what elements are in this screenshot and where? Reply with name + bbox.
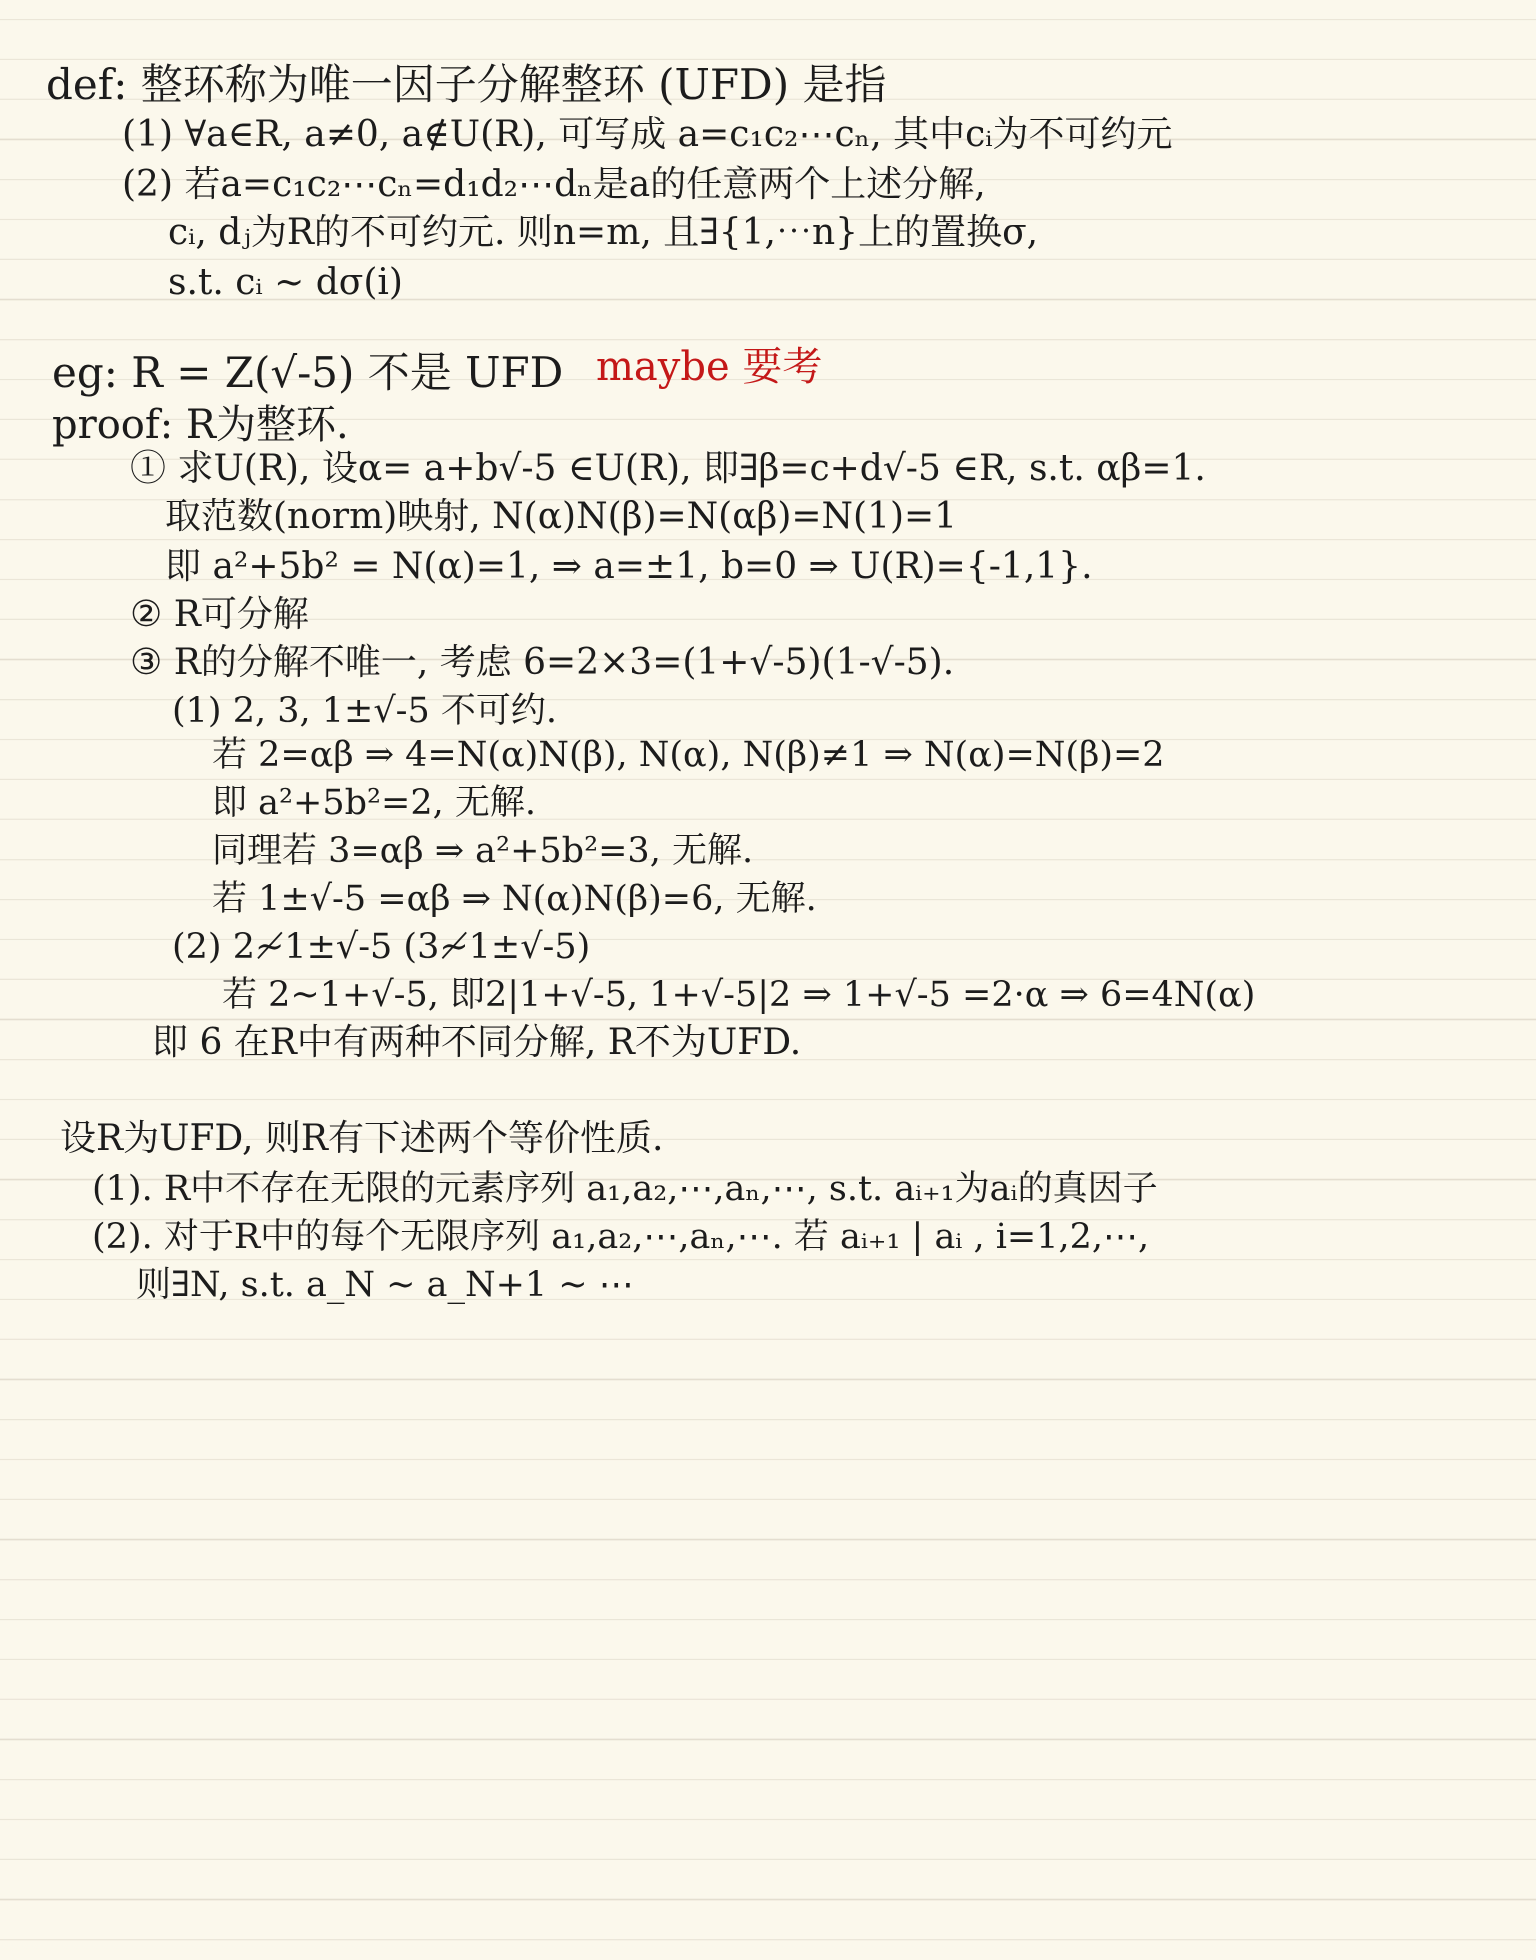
definition-item-2-line-1: (2) 若a=c₁c₂⋯cₙ=d₁d₂⋯dₙ是a的任意两个上述分解,: [122, 164, 986, 205]
definition-title: def: 整环称为唯一因子分解整环 (UFD) 是指: [46, 60, 887, 109]
step-1-line-3: 即 a²+5b² = N(α)=1, ⇒ a=±1, b=0 ⇒ U(R)={-1,1}.: [165, 546, 1093, 587]
proof-title: proof: R为整环.: [52, 402, 349, 448]
property-item-2-line-1: (2). 对于R中的每个无限序列 a₁,a₂,⋯,aₙ,⋯. 若 aᵢ₊₁ | aᵢ , i=1,2,⋯,: [92, 1217, 1150, 1257]
exam-note: maybe 要考: [596, 344, 823, 390]
step-1-line-1: ① 求U(R), 设α= a+b√-5 ∈U(R), 即∃β=c+d√-5 ∈R, s.t. αβ=1.: [130, 448, 1206, 489]
property-item-2-line-2: 则∃N, s.t. a_N ~ a_N+1 ~ ⋯: [136, 1265, 634, 1305]
sub-1-title: (1) 2, 3, 1±√-5 不可约.: [172, 691, 557, 731]
conclusion: 即 6 在R中有两种不同分解, R不为UFD.: [152, 1022, 802, 1063]
definition-item-2-line-2: cᵢ, dⱼ为R的不可约元. 则n=m, 且∃{1,⋯n}上的置换σ,: [168, 212, 1039, 253]
property-item-1: (1). R中不存在无限的元素序列 a₁,a₂,⋯,aₙ,⋯, s.t. aᵢ₊₁为aᵢ的真因子: [92, 1169, 1158, 1209]
step-1-line-2: 取范数(norm)映射, N(α)N(β)=N(αβ)=N(1)=1: [165, 496, 958, 537]
step-3: ③ R的分解不唯一, 考虑 6=2×3=(1+√-5)(1-√-5).: [130, 642, 955, 683]
sub-2-title: (2) 2≁1±√-5 (3≁1±√-5): [172, 927, 591, 967]
sub-1-line-2: 即 a²+5b²=2, 无解.: [212, 783, 537, 823]
property-intro: 设R为UFD, 则R有下述两个等价性质.: [60, 1118, 664, 1159]
definition-item-1: (1) ∀a∈R, a≠0, a∉U(R), 可写成 a=c₁c₂⋯cₙ, 其中cᵢ为不可约元: [122, 114, 1173, 155]
sub-1-line-4: 若 1±√-5 =αβ ⇒ N(α)N(β)=6, 无解.: [212, 879, 817, 919]
step-2: ② R可分解: [130, 594, 309, 635]
sub-1-line-1: 若 2=αβ ⇒ 4=N(α)N(β), N(α), N(β)≠1 ⇒ N(α)=N(β)=2: [212, 735, 1165, 775]
example-title: eg: R = Z(√-5) 不是 UFD: [52, 348, 564, 397]
sub-2-line-1: 若 2~1+√-5, 即2|1+√-5, 1+√-5|2 ⇒ 1+√-5 =2·α ⇒ 6=4N(α): [222, 975, 1256, 1015]
definition-item-2-line-3: s.t. cᵢ ~ dσ(i): [168, 262, 403, 303]
sub-1-line-3: 同理若 3=αβ ⇒ a²+5b²=3, 无解.: [212, 831, 754, 871]
